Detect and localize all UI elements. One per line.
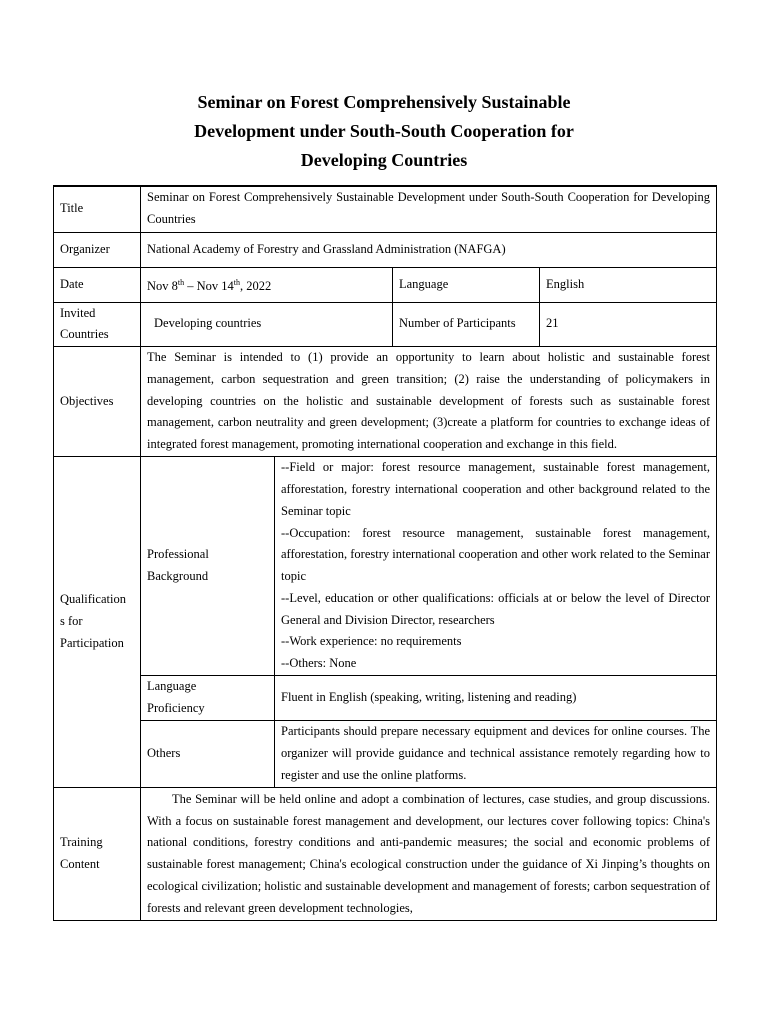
qualifications-label-line-2: s for	[60, 614, 83, 629]
table-row-others	[54, 721, 717, 788]
date-start: Nov 8	[147, 278, 178, 293]
date-end: – Nov 14	[184, 278, 234, 293]
organizer-label: Organizer	[54, 232, 141, 267]
table-row-training	[54, 788, 717, 921]
table-row-professional	[54, 457, 717, 676]
language-value: English	[540, 267, 717, 302]
table-row-invited	[54, 302, 717, 347]
date-label: Date	[54, 267, 141, 302]
professional-background-label	[141, 457, 275, 676]
qualifications-label	[54, 457, 141, 788]
training-label-line-2: Content	[60, 857, 100, 872]
training-content-text: The Seminar will be held online and adopt a combination of lectures, case studies, and group discussions. With a focus on sustainable forest management and development, our lectures cover following topics: China's national conditions, forestry conditions and anti-pandemic measures; the social and economic problems of sustainable forest management; China's ecological construction under the guidance of Xi Jinping’s thoughts on ecological civilization; holistic and sustainable development and management of forests; carbon sequestration of forests and relevant green development technologies,	[141, 788, 717, 921]
date-end-suffix: th	[233, 277, 241, 287]
professional-item-field: --Field or major: forest resource management, sustainable forest management, afforestation, forestry international cooperation and other background related to the Seminar topic	[281, 460, 711, 518]
invited-countries-value: Developing countries	[141, 302, 393, 347]
date-value	[141, 267, 393, 302]
table-row-organizer	[54, 232, 717, 267]
table-row-language-proficiency	[54, 676, 717, 721]
qualifications-label-line-3: Participation	[60, 635, 124, 650]
training-content-label	[54, 788, 141, 921]
invited-countries-label	[54, 302, 141, 347]
seminar-info-table	[53, 185, 717, 921]
language-proficiency-label-line-2: Proficiency	[147, 701, 205, 716]
qualifications-label-line-1: Qualification	[60, 592, 126, 607]
organizer-value: National Academy of Forestry and Grassland Administration (NAFGA)	[141, 232, 717, 267]
professional-item-level: --Level, education or other qualifications: officials at or below the level of Director General and Division Director, researchers	[281, 590, 711, 627]
table-row-objectives	[54, 347, 717, 457]
professional-label-line-2: Background	[147, 569, 209, 584]
participants-value: 21	[540, 302, 717, 347]
table-row-date	[54, 267, 717, 302]
professional-item-occupation: --Occupation: forest resource management, sustainable forest management, afforestation, forestry international cooperation and other work related to the Seminar topic	[281, 525, 711, 584]
date-year: , 2022	[240, 278, 272, 293]
professional-item-others: --Others: None	[281, 656, 357, 671]
training-label-line-1: Training	[60, 835, 103, 850]
language-proficiency-label	[141, 676, 275, 721]
document-title-line-3: Developing Countries	[300, 150, 468, 170]
language-label: Language	[393, 267, 540, 302]
objectives-text: The Seminar is intended to (1) provide an opportunity to learn about holistic and sustainable forest management, carbon sequestration and green transition; (2) raise the understanding of policymakers in developing countries on the holistic and sustainable development of forests such as sustainable forest management, carbon neutrality and green development; (3)create a platform for countries to exchange ideas of integrated forest management, promoting international cooperation and exchange in this field.	[141, 347, 717, 457]
professional-label-line-1: Professional	[147, 547, 209, 562]
language-proficiency-value: Fluent in English (speaking, writing, listening and reading)	[275, 676, 717, 721]
invited-label-line-1: Invited	[60, 305, 96, 320]
date-start-suffix: th	[177, 277, 185, 287]
professional-item-experience: --Work experience: no requirements	[281, 634, 462, 649]
document-title	[0, 88, 768, 175]
title-value: Seminar on Forest Comprehensively Sustainable Development under South-South Cooperation for Developing Countries	[141, 186, 717, 232]
participants-label: Number of Participants	[393, 302, 540, 347]
document-title-line-2: Development under South-South Cooperation for	[194, 121, 574, 141]
language-proficiency-label-line-1: Language	[147, 679, 197, 694]
document-title-line-1: Seminar on Forest Comprehensively Sustainable	[197, 92, 571, 112]
others-value: Participants should prepare necessary equipment and devices for online courses. The organizer will provide guidance and technical assistance remotely regarding how to register and use the online platforms.	[275, 721, 717, 788]
professional-background-value	[275, 457, 717, 676]
others-label: Others	[141, 721, 275, 788]
title-label: Title	[54, 186, 141, 232]
invited-label-line-2: Countries	[60, 327, 109, 342]
table-row-title	[54, 186, 717, 232]
objectives-label: Objectives	[54, 347, 141, 457]
